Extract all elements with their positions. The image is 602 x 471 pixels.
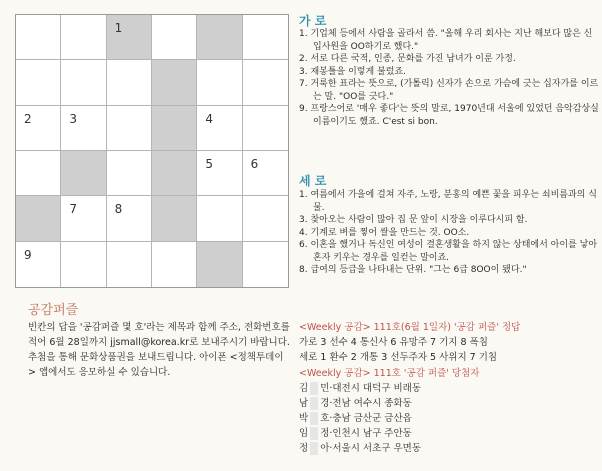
grid-cell[interactable] (107, 106, 152, 151)
down-clue: 8. 급여의 등급을 나타내는 단위. "그는 6급 8OO이 됐다." (299, 265, 527, 275)
grid-cell[interactable] (152, 242, 197, 287)
crossword-grid (15, 14, 289, 288)
grid-cell-blocked (16, 196, 61, 241)
across-clue: 9. 프랑스어로 '매우 좋다'는 뜻의 말로, 1970년대 서울에 있었던 음악감상실 이름이기도 했죠. C'est si bon. (299, 104, 599, 127)
grid-cell[interactable] (243, 60, 288, 105)
winners-header: <Weekly 공감> 111호 '공감 퍼즐' 당첨자 (299, 368, 480, 379)
grid-cell[interactable] (197, 106, 242, 151)
grid-cell[interactable] (107, 242, 152, 287)
clue-number: 3 (69, 111, 77, 126)
grid-cell[interactable] (243, 196, 288, 241)
winner-surname: 남 (299, 398, 309, 409)
clue-number: 8 (114, 202, 123, 217)
name-mask (310, 442, 318, 455)
name-mask (310, 427, 318, 440)
winner-entry (299, 411, 599, 426)
winner-surname: 정 (299, 443, 309, 454)
across-clue: 2. 서로 다른 국적, 인종, 문화를 가진 남녀가 이룬 가정. (299, 54, 516, 64)
down-title: 세 로 (299, 174, 327, 188)
grid-cell[interactable] (243, 242, 288, 287)
grid-cell[interactable] (61, 60, 106, 105)
winner-detail: 아·서울시 서초구 우면동 (320, 443, 422, 454)
grid-cell[interactable] (61, 106, 106, 151)
grid-cell-blocked (152, 60, 197, 105)
name-mask (310, 412, 318, 425)
winner-entry (299, 426, 599, 441)
grid-cell[interactable] (197, 196, 242, 241)
grid-cell[interactable] (16, 15, 61, 60)
across-title: 가 로 (299, 14, 327, 28)
grid-cell[interactable] (107, 196, 152, 241)
grid-cell-blocked (152, 106, 197, 151)
clue-number: 6 (250, 156, 259, 171)
grid-cell[interactable] (16, 60, 61, 105)
winner-detail: 정·인천시 남구 주안동 (320, 428, 412, 439)
across-clue: 1. 기업체 등에서 사람을 골라서 씀. "올해 우리 회사는 지난 해보다 많은 신입사원을 OO하기로 했다." (299, 29, 593, 52)
grid-cell[interactable] (197, 151, 242, 196)
down-clue: 1. 여름에서 가을에 걸쳐 자주, 노랑, 분홍의 예쁜 꽃을 피우는 쇠비름과의 식물. (299, 190, 597, 213)
grid-cell[interactable] (243, 106, 288, 151)
grid-cell[interactable] (61, 196, 106, 241)
grid-cell[interactable] (61, 242, 106, 287)
down-clue: 3. 찾아오는 사람이 많아 집 문 앞이 시장을 이루다시피 함. (299, 215, 528, 225)
clue-number: 4 (205, 111, 213, 126)
grid-cell[interactable] (152, 15, 197, 60)
across-clue: 7. 거룩한 표라는 뜻으로, (가톨릭) 신자가 손으로 가슴에 긋는 십자가를 이르는 말. "OO를 긋다." (299, 79, 599, 102)
puzzle-title: 공감퍼즐 (28, 303, 79, 318)
answers-across: 가로 3 선수 4 통신사 6 유망주 7 기지 8 폭침 (299, 337, 488, 348)
grid-cell[interactable] (197, 60, 242, 105)
clue-number: 7 (69, 202, 77, 217)
grid-cell[interactable] (16, 106, 61, 151)
grid-cell[interactable] (243, 15, 288, 60)
grid-cell-blocked (61, 151, 106, 196)
answers-down: 세로 1 환수 2 개통 3 선두주자 5 사위지 7 기침 (299, 352, 498, 363)
winner-surname: 김 (299, 383, 309, 394)
across-clue: 3. 재봉틀을 이렇게 불렀죠. (299, 66, 406, 77)
winner-detail: 경·전남 여수시 종화동 (320, 398, 412, 409)
grid-cell[interactable] (16, 151, 61, 196)
grid-cell[interactable] (107, 60, 152, 105)
winner-entry (299, 396, 599, 411)
name-mask (310, 382, 318, 395)
grid-cell-blocked (107, 15, 152, 60)
down-clue: 4. 기계로 벼를 찧어 쌀을 만드는 것. OO소. (299, 227, 470, 238)
down-clue: 6. 이혼을 했거나 독신인 여성이 결혼생활을 하지 않는 상태에서 아이를 낳아 혼자 키우는 경우를 일컫는 말이죠. (299, 240, 598, 263)
clue-number: 5 (205, 156, 213, 171)
down-clue-list (299, 189, 599, 277)
winner-detail: 민·대전시 대덕구 비래동 (320, 383, 422, 394)
grid-cell-blocked (197, 15, 242, 60)
name-mask (310, 397, 318, 410)
winner-entry (299, 441, 599, 456)
answers-block (299, 320, 599, 365)
winner-surname: 박 (299, 413, 309, 424)
clue-number: 2 (24, 111, 32, 126)
winner-surname: 임 (299, 428, 309, 439)
clue-number: 9 (24, 247, 32, 262)
clue-number: 1 (114, 21, 123, 35)
answers-header: <Weekly 공감> 111호(6월 1일자) '공감 퍼즐' 정답 (299, 322, 521, 333)
grid-cell[interactable] (243, 151, 288, 196)
winner-detail: 호·충남 금산군 금산읍 (320, 413, 412, 424)
grid-cell-blocked (152, 196, 197, 241)
across-clue-list (299, 28, 599, 128)
winner-entry (299, 381, 599, 396)
intro-text: 빈칸의 답을 '공감퍼즐 몇 호'라는 제목과 함께 주소, 전화번호를 적어 6월 28일까지 jjsmall@korea.kr로 보내주시기 바랍니다. 추첨을 통해 문화상품권을 보내드립니다. 아이폰 <정책투데이> 앱에서도 응모하실 수 있습니다. (28, 322, 290, 378)
grid-cell-blocked (197, 242, 242, 287)
grid-cell[interactable] (61, 15, 106, 60)
winners-block (299, 366, 599, 456)
grid-cell[interactable] (107, 151, 152, 196)
grid-cell[interactable] (16, 242, 61, 287)
grid-cell-blocked (152, 151, 197, 196)
